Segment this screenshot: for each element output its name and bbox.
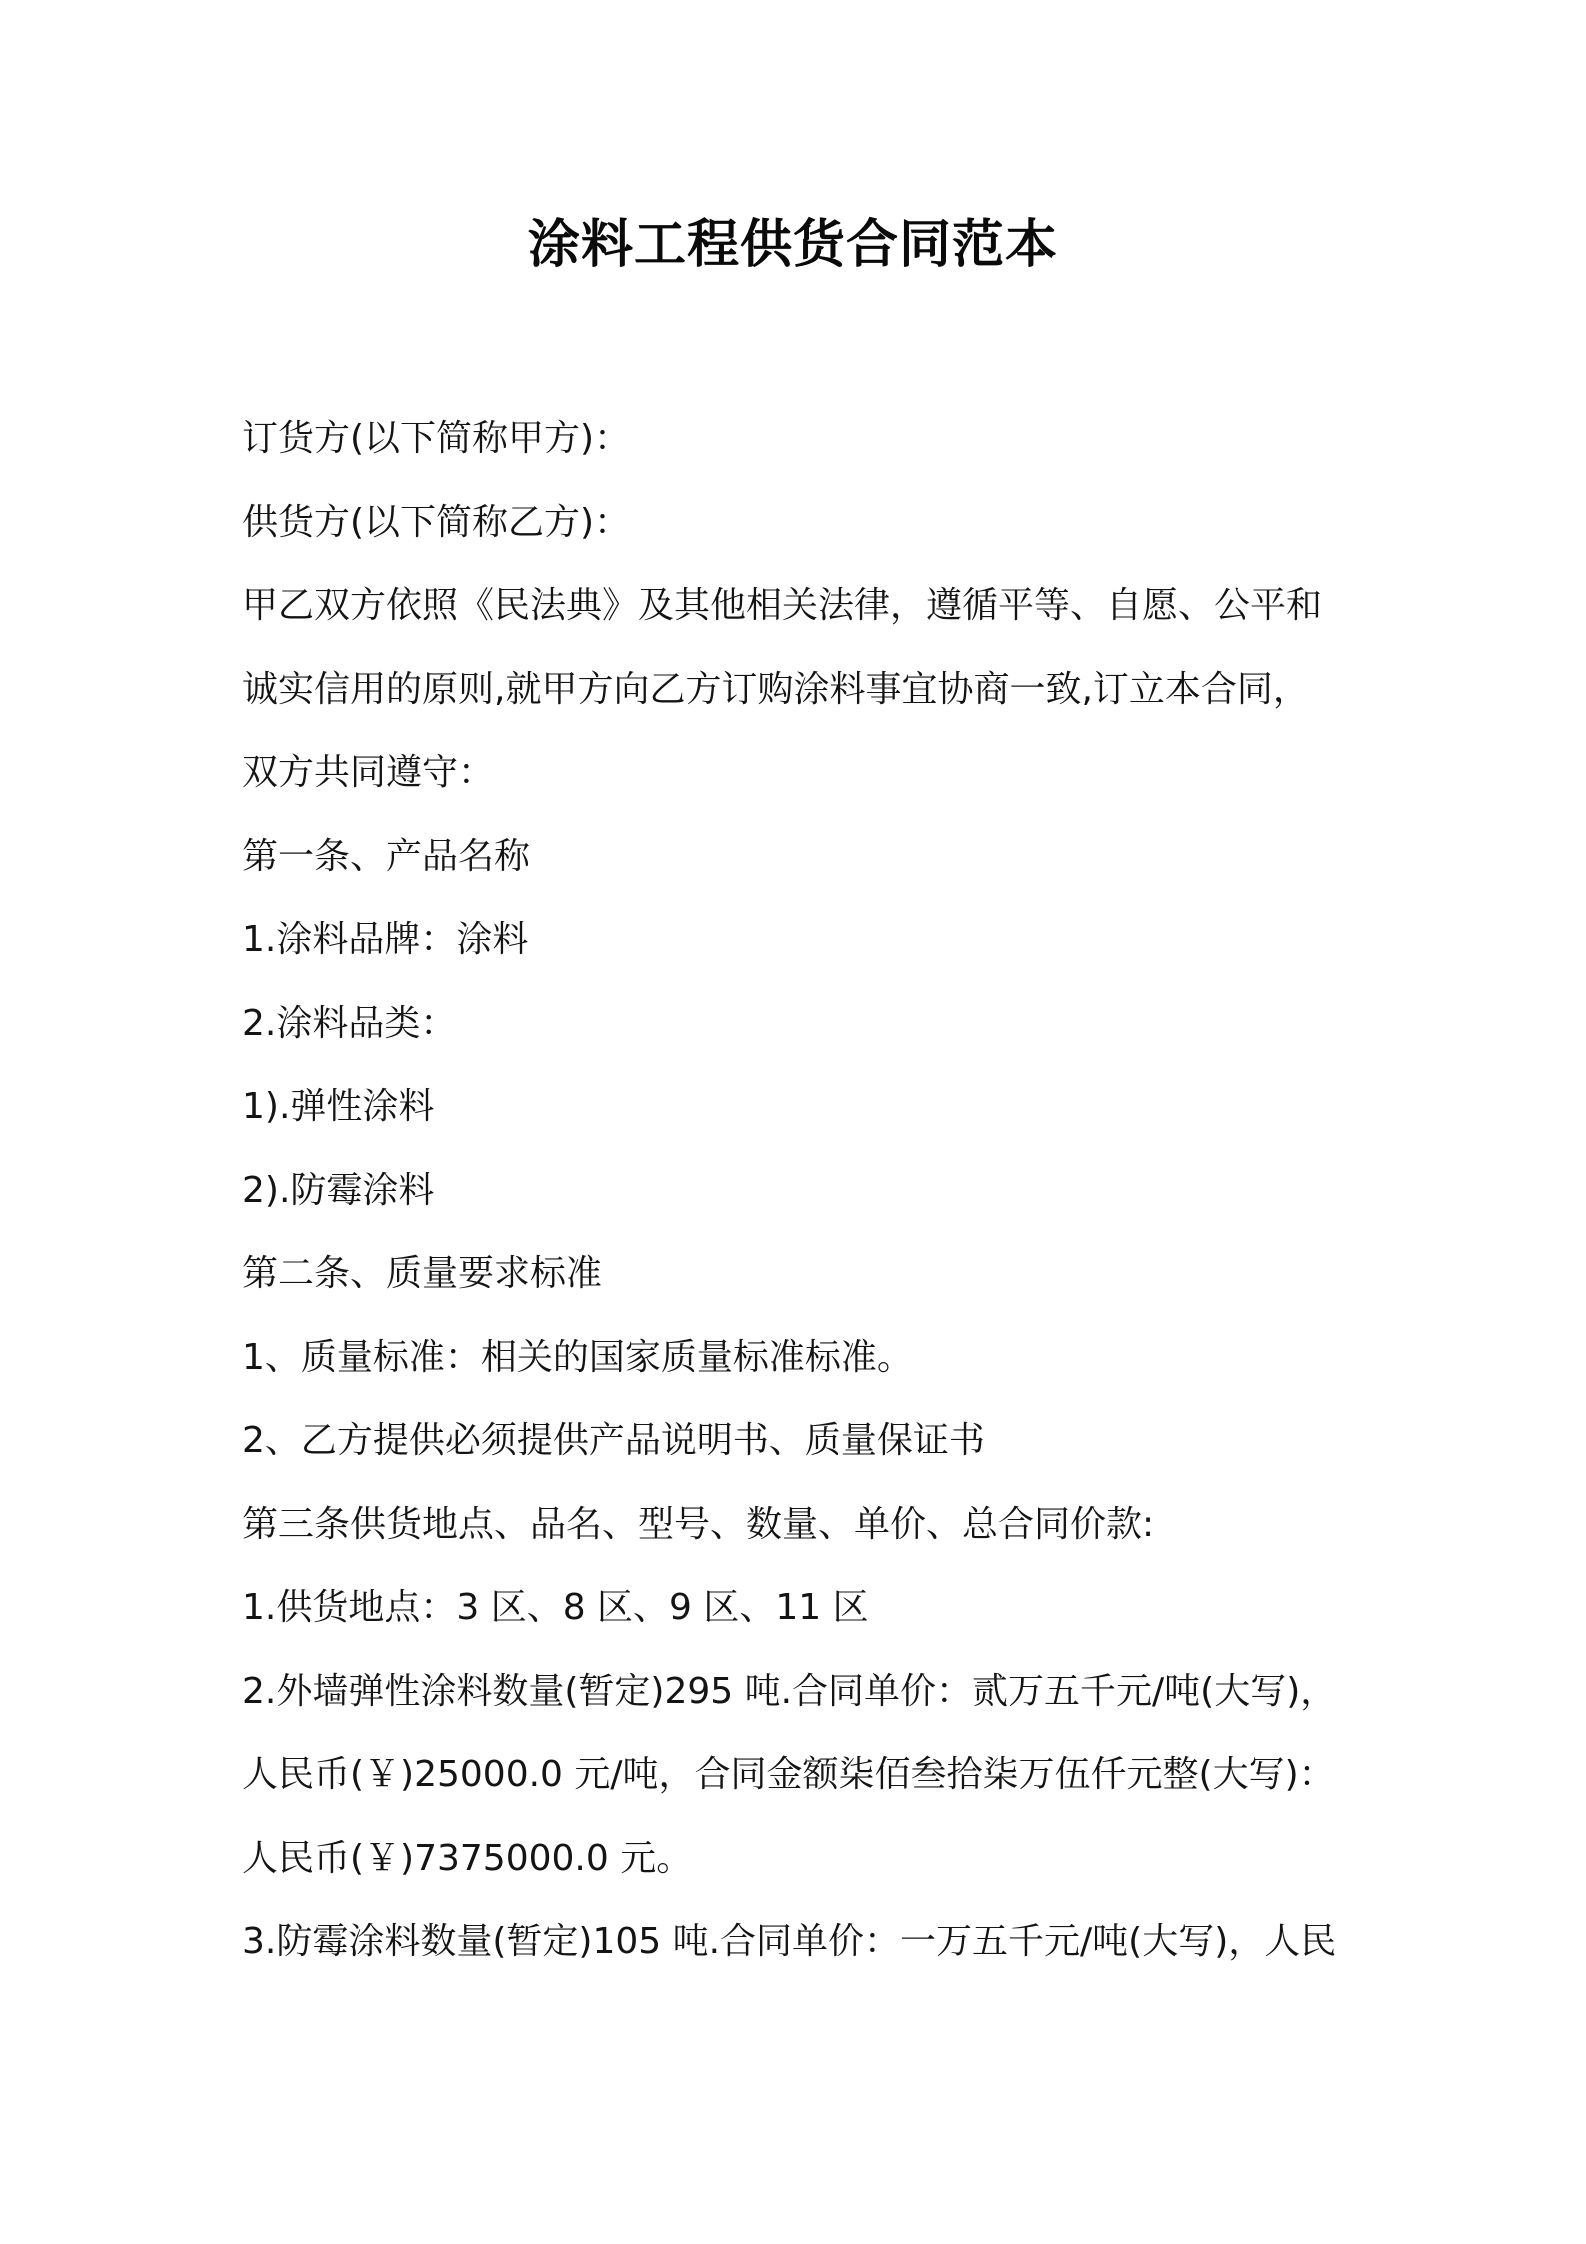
section-heading: 第一条、产品名称 bbox=[242, 835, 531, 877]
text-line: 3.防霉涂料数量(暂定)105 吨.合同单价：一万五千元/吨(大写)，人民 bbox=[242, 1921, 1337, 1962]
text-line: 2.涂料品类： bbox=[242, 1002, 457, 1044]
text-line: 2).防霉涂料 bbox=[242, 1169, 435, 1211]
document-body bbox=[242, 397, 1362, 1984]
text-line: 供货方(以下简称乙方)： bbox=[242, 501, 631, 543]
text-line: 1、质量标准：相关的国家质量标准标准。 bbox=[242, 1336, 913, 1378]
text-line: 2、乙方提供必须提供产品说明书、质量保证书 bbox=[242, 1420, 985, 1461]
text-line: 订货方(以下简称甲方)： bbox=[242, 418, 631, 459]
text-line: 诚实信用的原则,就甲方向乙方订购涂料事宜协商一致,订立本合同， bbox=[242, 668, 1309, 710]
text-line: 甲乙双方依照《民法典》及其他相关法律，遵循平等、自愿、公平和 bbox=[242, 585, 1323, 626]
section-heading: 第三条供货地点、品名、型号、数量、单价、总合同价款: bbox=[242, 1503, 1155, 1545]
text-line: 2.外墙弹性涂料数量(暂定)295 吨.合同单价：贰万五千元/吨(大写)， bbox=[242, 1670, 1337, 1712]
section-heading: 第二条、质量要求标准 bbox=[242, 1253, 603, 1294]
text-line: 人民币(￥)7375000.0 元。 bbox=[242, 1837, 693, 1879]
document-title: 涂料工程供货合同范本 bbox=[527, 215, 1058, 275]
text-line: 1).弹性涂料 bbox=[242, 1086, 435, 1127]
text-line: 1.涂料品牌：涂料 bbox=[242, 919, 529, 960]
text-line: 1.供货地点：3 区、8 区、9 区、11 区 bbox=[242, 1587, 869, 1628]
text-line: 双方共同遵守： bbox=[242, 752, 495, 793]
text-line: 人民币(￥)25000.0 元/吨，合同金额柒佰叁拾柒万伍仟元整(大写)： bbox=[242, 1754, 1335, 1795]
